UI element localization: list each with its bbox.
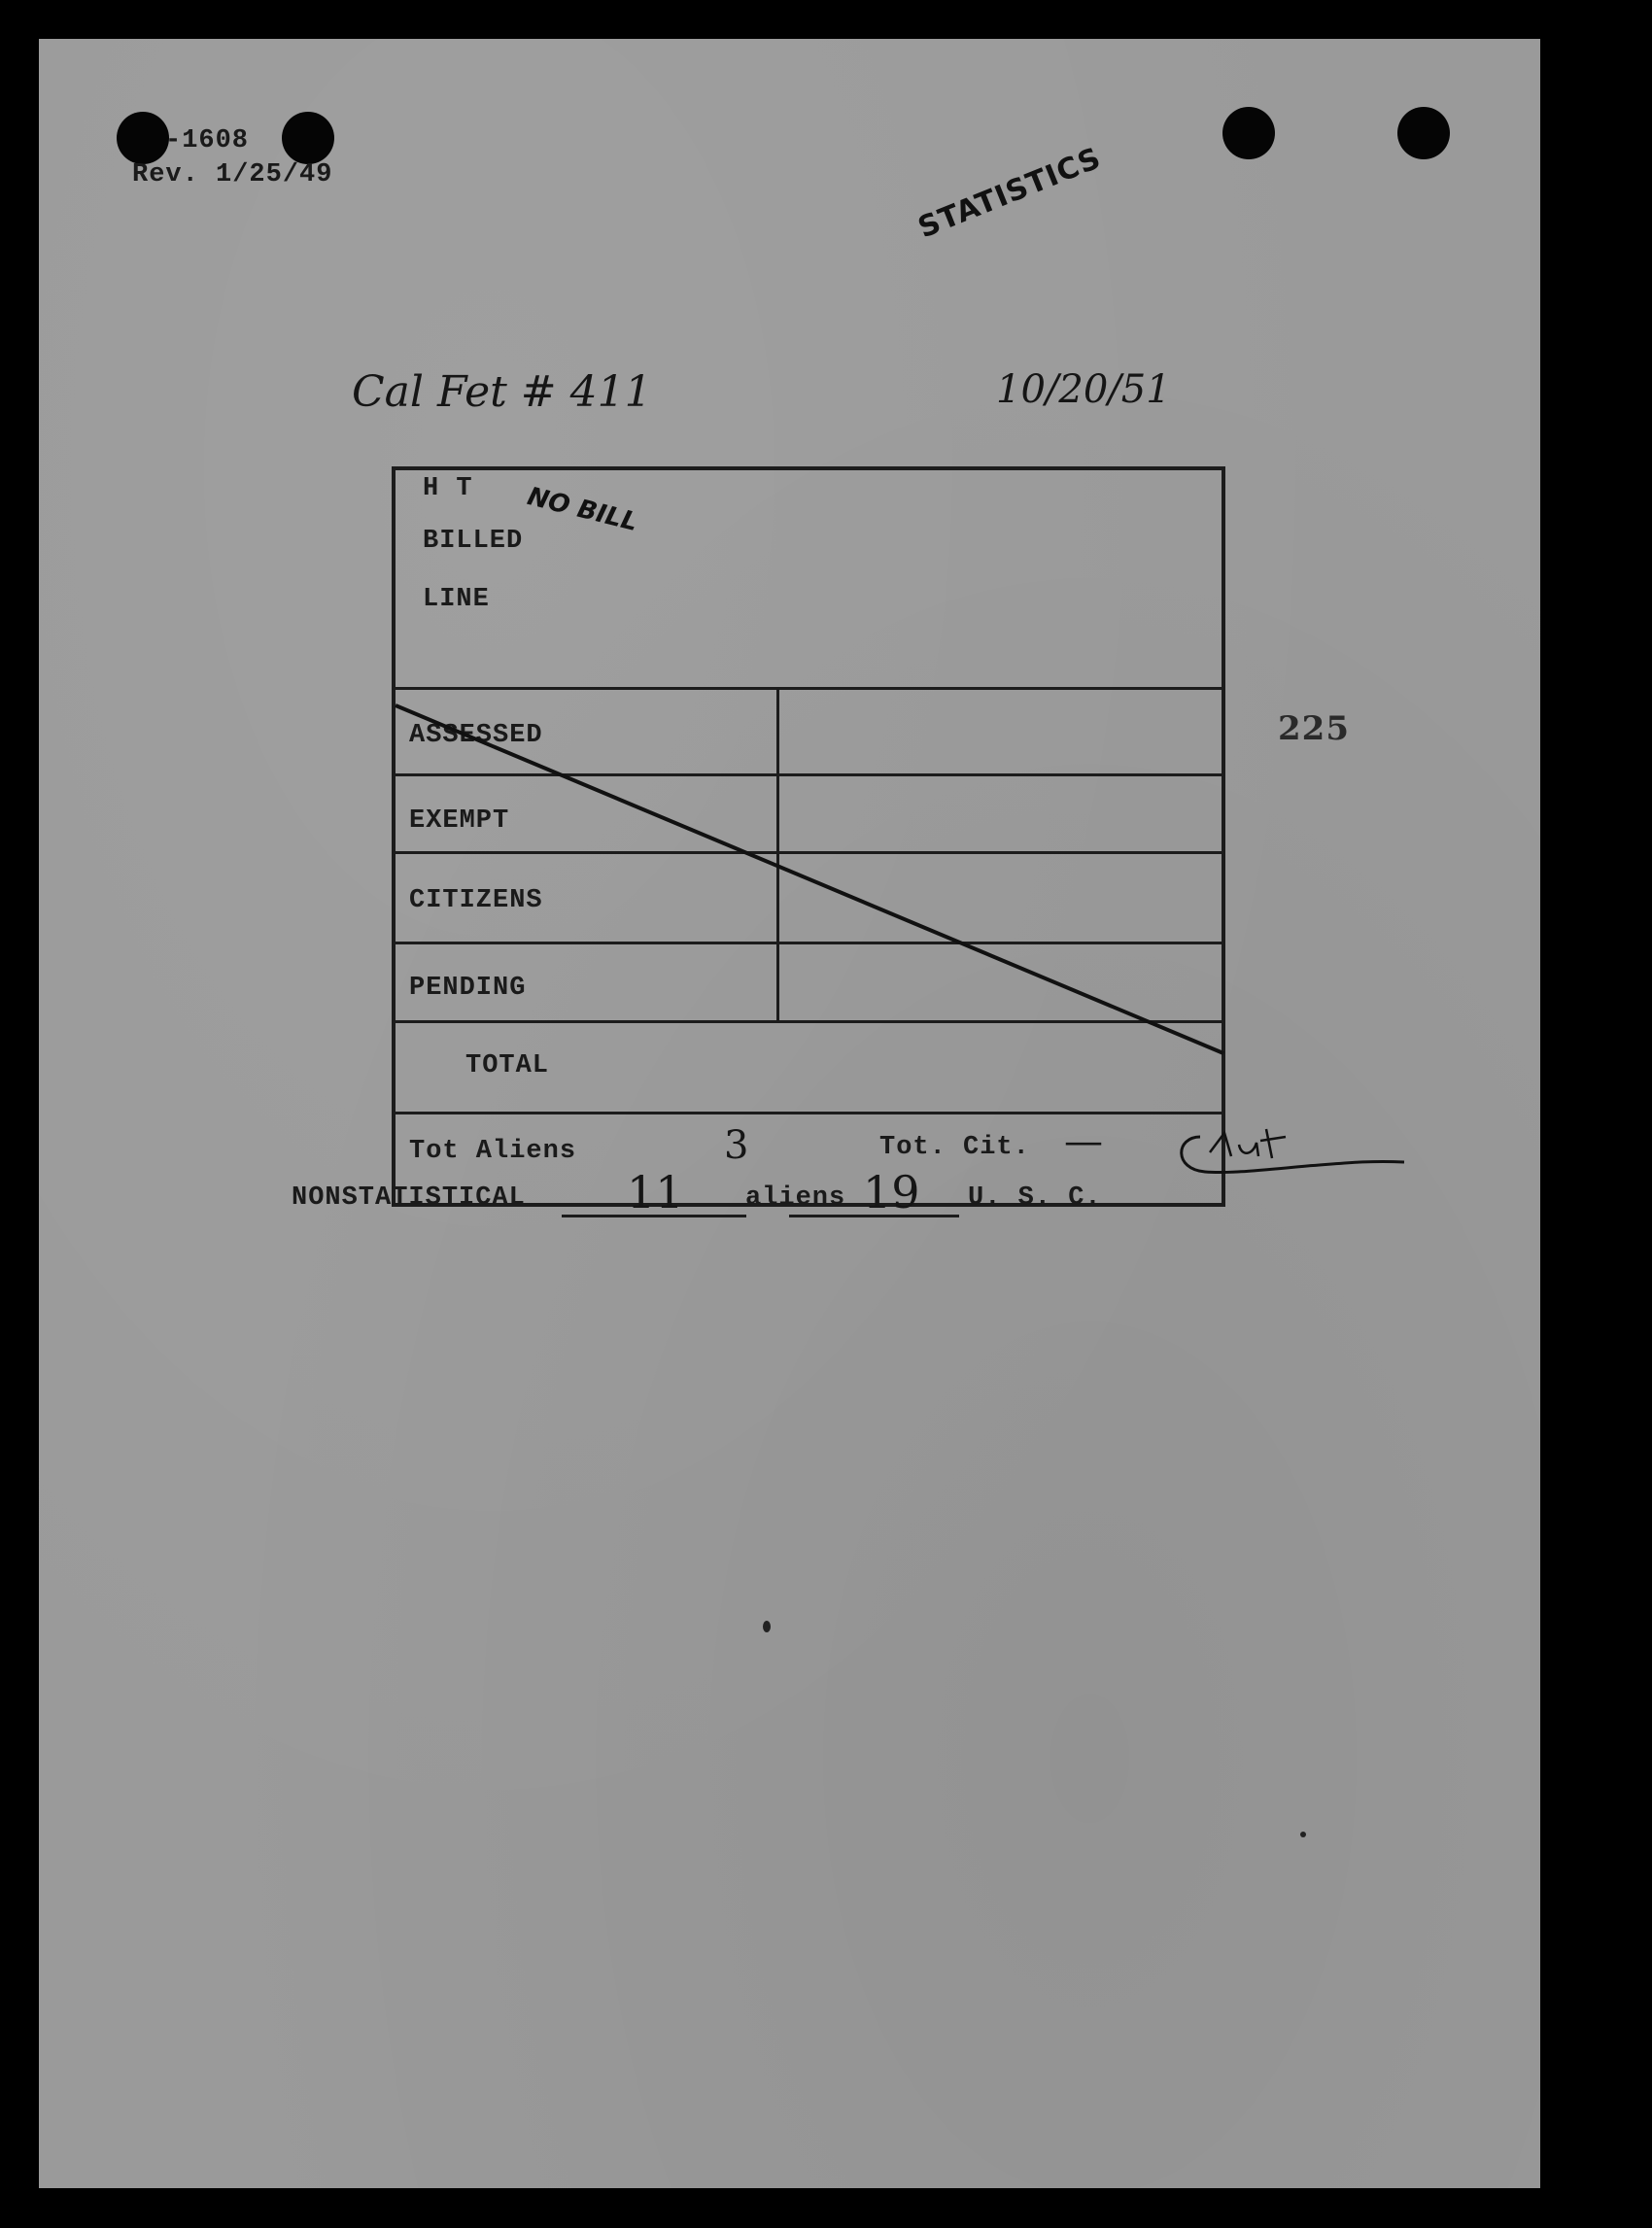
side-number: 225 — [1278, 709, 1350, 748]
form-number: -1608 — [165, 126, 250, 155]
initials-signature — [1171, 1115, 1424, 1193]
handwritten-date: 10/20/51 — [996, 367, 1171, 412]
label-aliens: aliens — [745, 1183, 846, 1213]
punch-hole-left — [117, 112, 169, 164]
nonstatistical-aliens-value: 11 — [627, 1166, 684, 1218]
nonstatistical-usc-value: 19 — [863, 1166, 920, 1218]
label-tot-aliens: Tot Aliens — [409, 1137, 577, 1166]
label-exempt: EXEMPT — [409, 806, 510, 836]
no-bill-stamp: NO BILL — [524, 482, 641, 538]
label-tot-cit: Tot. Cit. — [879, 1133, 1030, 1162]
label-billed: BILLED — [423, 527, 524, 556]
statistics-form-box — [392, 466, 1225, 1207]
document-page — [39, 39, 1540, 2188]
form-revision: Rev. 1/25/49 — [132, 160, 333, 189]
label-nonstatistical: NONSTATISTICAL — [292, 1183, 526, 1213]
label-pending: PENDING — [409, 974, 527, 1003]
label-assessed: ASSESSED — [409, 721, 543, 750]
handwritten-reference: Cal Fet # 411 — [352, 367, 652, 417]
label-usc: U. S. C. — [968, 1183, 1102, 1213]
diagonal-strike-line — [392, 466, 1225, 1207]
label-line: LINE — [423, 585, 490, 614]
label-ht: H T — [423, 474, 473, 503]
label-citizens: CITIZENS — [409, 886, 543, 915]
label-total: TOTAL — [465, 1051, 550, 1080]
statistics-stamp: STATISTICS — [913, 141, 1107, 246]
punch-hole-right-1 — [1222, 107, 1275, 159]
punch-hole-right-2 — [1397, 107, 1450, 159]
punch-hole-left-2 — [282, 112, 334, 164]
speck — [1300, 1832, 1306, 1837]
tot-aliens-value: 3 — [724, 1123, 749, 1168]
speck — [763, 1621, 771, 1632]
tot-cit-value: — — [1064, 1119, 1103, 1164]
